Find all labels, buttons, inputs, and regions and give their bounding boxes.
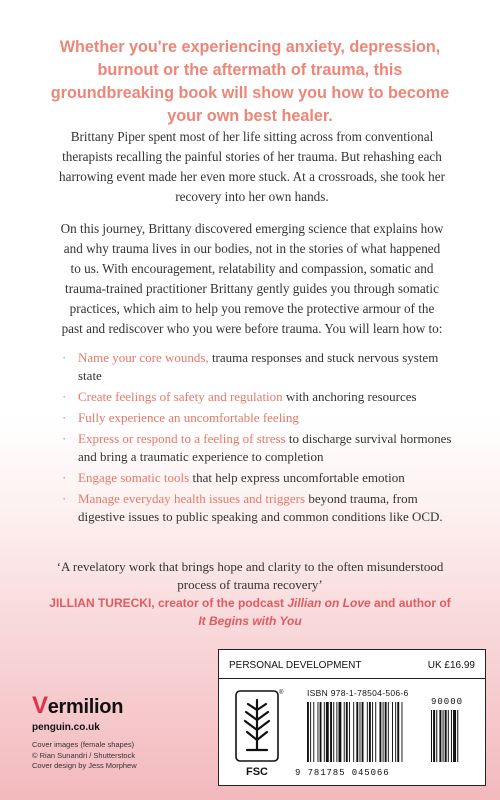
list-item [62, 388, 462, 406]
category-label: PERSONAL DEVELOPMENT [229, 660, 362, 671]
list-item-text: to discharge survival hormones and bring a traumatic experience to completion [78, 431, 452, 464]
attribution-name: JILLIAN TURECKI, creator of the podcast [49, 596, 288, 610]
logo-text: ermilion [47, 696, 124, 718]
list-item-text: with anchoring resources [282, 389, 417, 404]
barcode-box [218, 649, 486, 786]
podcast-title: Jillian on Love [287, 596, 371, 610]
endorsement-quote: ‘A revelatory work that brings hope and clarity to the often misunderstood process of trauma recovery’ [56, 559, 444, 592]
addon-number: 90000 [431, 697, 464, 707]
fsc-tree-icon [235, 690, 279, 762]
addon-barcode-icon [431, 710, 475, 776]
isbn-label: ISBN 978-1-78504-506-6 [307, 688, 409, 698]
list-item [62, 469, 462, 487]
fsc-label: FSC [246, 766, 268, 778]
description-paragraph-1: Brittany Piper spent most of her life sitting across from conventional therapists recalling the painful stories of her trauma. But rehashing each harrowing event made her even more stuck. At a crossroads, she took her recovery into her own hands. [59, 129, 445, 204]
list-item-highlight: Engage somatic tools [78, 470, 190, 485]
publisher-website: penguin.co.uk [32, 722, 100, 733]
endorsement-attribution [44, 594, 456, 630]
list-item [62, 490, 462, 526]
headline: Whether you're experiencing anxiety, depression, burnout or the aftermath of trauma, this groundbreaking book will show you how to become your own best healer. [50, 38, 450, 125]
bullet-dot-icon: · [62, 431, 67, 446]
cover-credits [32, 740, 182, 772]
list-item [62, 430, 462, 466]
registered-mark: ® [279, 690, 284, 696]
list-item-text: that help express uncomfortable emotion [189, 470, 405, 485]
list-item-highlight: Create feelings of safety and regulation [78, 389, 283, 404]
attribution-middle: and author of [370, 596, 451, 610]
bullet-dot-icon: · [62, 350, 67, 365]
bullet-dot-icon: · [62, 470, 67, 485]
divider [219, 678, 485, 679]
logo-initial: V [32, 692, 48, 719]
list-item-highlight: Name your core wounds, [78, 350, 209, 365]
list-item-text: beyond trauma, from digestive issues to public speaking and common conditions like OCD. [78, 491, 443, 524]
list-item-highlight: Express or respond to a feeling of stress [78, 431, 286, 446]
credit-line: Cover design by Jess Morphew [32, 761, 137, 770]
fsc-mark [235, 690, 284, 778]
bullet-dot-icon: · [62, 389, 67, 404]
vermilion-logo [32, 692, 123, 720]
book-title: It Begins with You [198, 614, 302, 628]
learning-list [62, 349, 462, 529]
barcode-icon [307, 702, 427, 766]
list-item-text: trauma responses and stuck nervous system state [78, 350, 439, 383]
bullet-dot-icon: · [62, 491, 67, 506]
list-item [62, 409, 462, 427]
credit-line: © Rian Sunandri / Shutterstock [32, 750, 136, 760]
description-paragraph-2: On this journey, Brittany discovered emerging science that explains how and why trauma lives in our bodies, not in the stories of what happened to us. With encouragement, relatability and compassion, somatic and trauma-trained practitioner Brittany gently guides you through somatic practices, which aim to help you remove the protective armour of the past and rediscover who you were before trauma. You will learn how to: [60, 221, 444, 336]
barcode-number: 9 781785 045066 [295, 768, 390, 778]
list-item [62, 349, 462, 385]
bullet-dot-icon: · [62, 410, 67, 425]
list-item-highlight: Manage everyday health issues and triggers [78, 491, 306, 506]
credit-line: Cover images (female shapes) [32, 740, 135, 749]
price-label: UK £16.99 [427, 660, 475, 671]
list-item-highlight: Fully experience an uncomfortable feeling [78, 410, 299, 425]
